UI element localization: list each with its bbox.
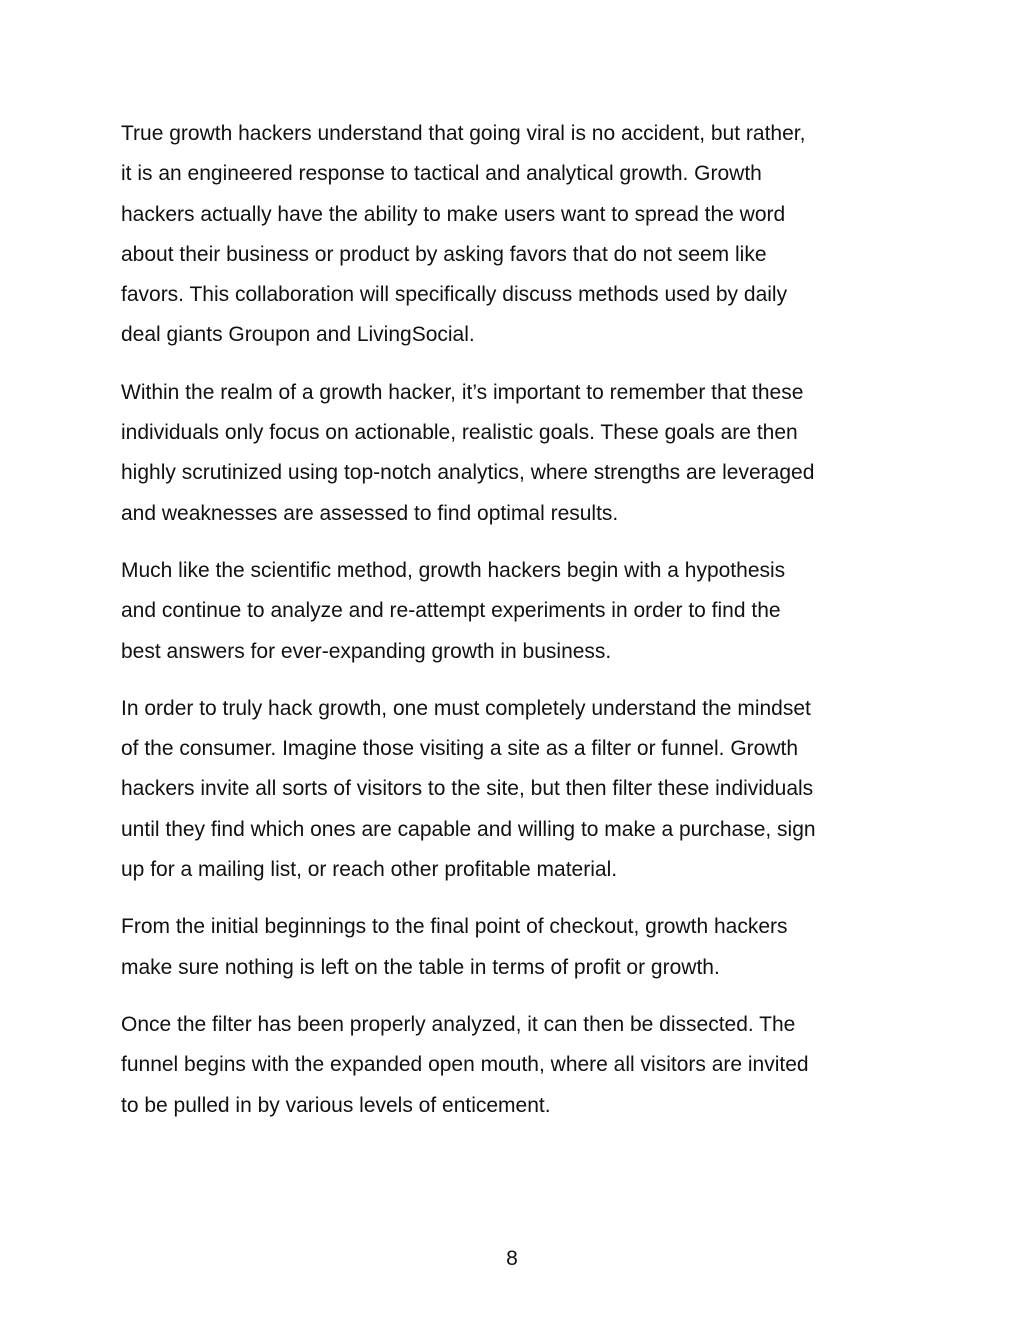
paragraph	[121, 114, 911, 356]
text-line: hackers invite all sorts of visitors to the site, but then filter these individuals	[121, 777, 814, 801]
text-line: Within the realm of a growth hacker, it’s important to remember that these	[121, 380, 804, 404]
paragraph	[121, 373, 911, 534]
text-line: of the consumer. Imagine those visiting a site as a filter or funnel. Growth	[121, 737, 799, 761]
text-line: Much like the scientific method, growth hackers begin with a hypothesis	[121, 558, 786, 582]
paragraph	[121, 689, 911, 890]
text-line: and continue to analyze and re-attempt experiments in order to find the	[121, 599, 781, 623]
text-line: individuals only focus on actionable, realistic goals. These goals are then	[121, 421, 798, 445]
paragraph	[121, 907, 911, 988]
text-line: until they find which ones are capable and willing to make a purchase, sign	[121, 817, 816, 841]
text-line: funnel begins with the expanded open mouth, where all visitors are invited	[121, 1053, 809, 1077]
text-line: up for a mailing list, or reach other profitable material.	[121, 858, 618, 882]
text-line: Once the filter has been properly analyzed, it can then be dissected. The	[121, 1012, 796, 1036]
text-line: about their business or product by asking favors that do not seem like	[121, 242, 767, 266]
text-line: hackers actually have the ability to make users want to spread the word	[121, 202, 786, 226]
text-line: make sure nothing is left on the table in terms of profit or growth.	[121, 955, 720, 979]
page-number: 8	[506, 1247, 518, 1270]
text-line: and weaknesses are assessed to find optimal results.	[121, 501, 619, 525]
text-line: to be pulled in by various levels of enticement.	[121, 1093, 551, 1117]
text-line: From the initial beginnings to the final point of checkout, growth hackers	[121, 915, 788, 939]
text-line: In order to truly hack growth, one must completely understand the mindset	[121, 696, 811, 720]
paragraph	[121, 551, 911, 672]
body-text	[121, 114, 911, 1143]
text-line: it is an engineered response to tactical and analytical growth. Growth	[121, 162, 762, 186]
text-line: best answers for ever-expanding growth in business.	[121, 639, 612, 663]
text-line: True growth hackers understand that going viral is no accident, but rather,	[121, 122, 806, 145]
text-line: deal giants Groupon and LivingSocial.	[121, 323, 475, 347]
text-line: highly scrutinized using top-notch analytics, where strengths are leveraged	[121, 461, 815, 485]
text-line: favors. This collaboration will specifically discuss methods used by daily	[121, 283, 788, 307]
paragraph	[121, 1005, 911, 1126]
